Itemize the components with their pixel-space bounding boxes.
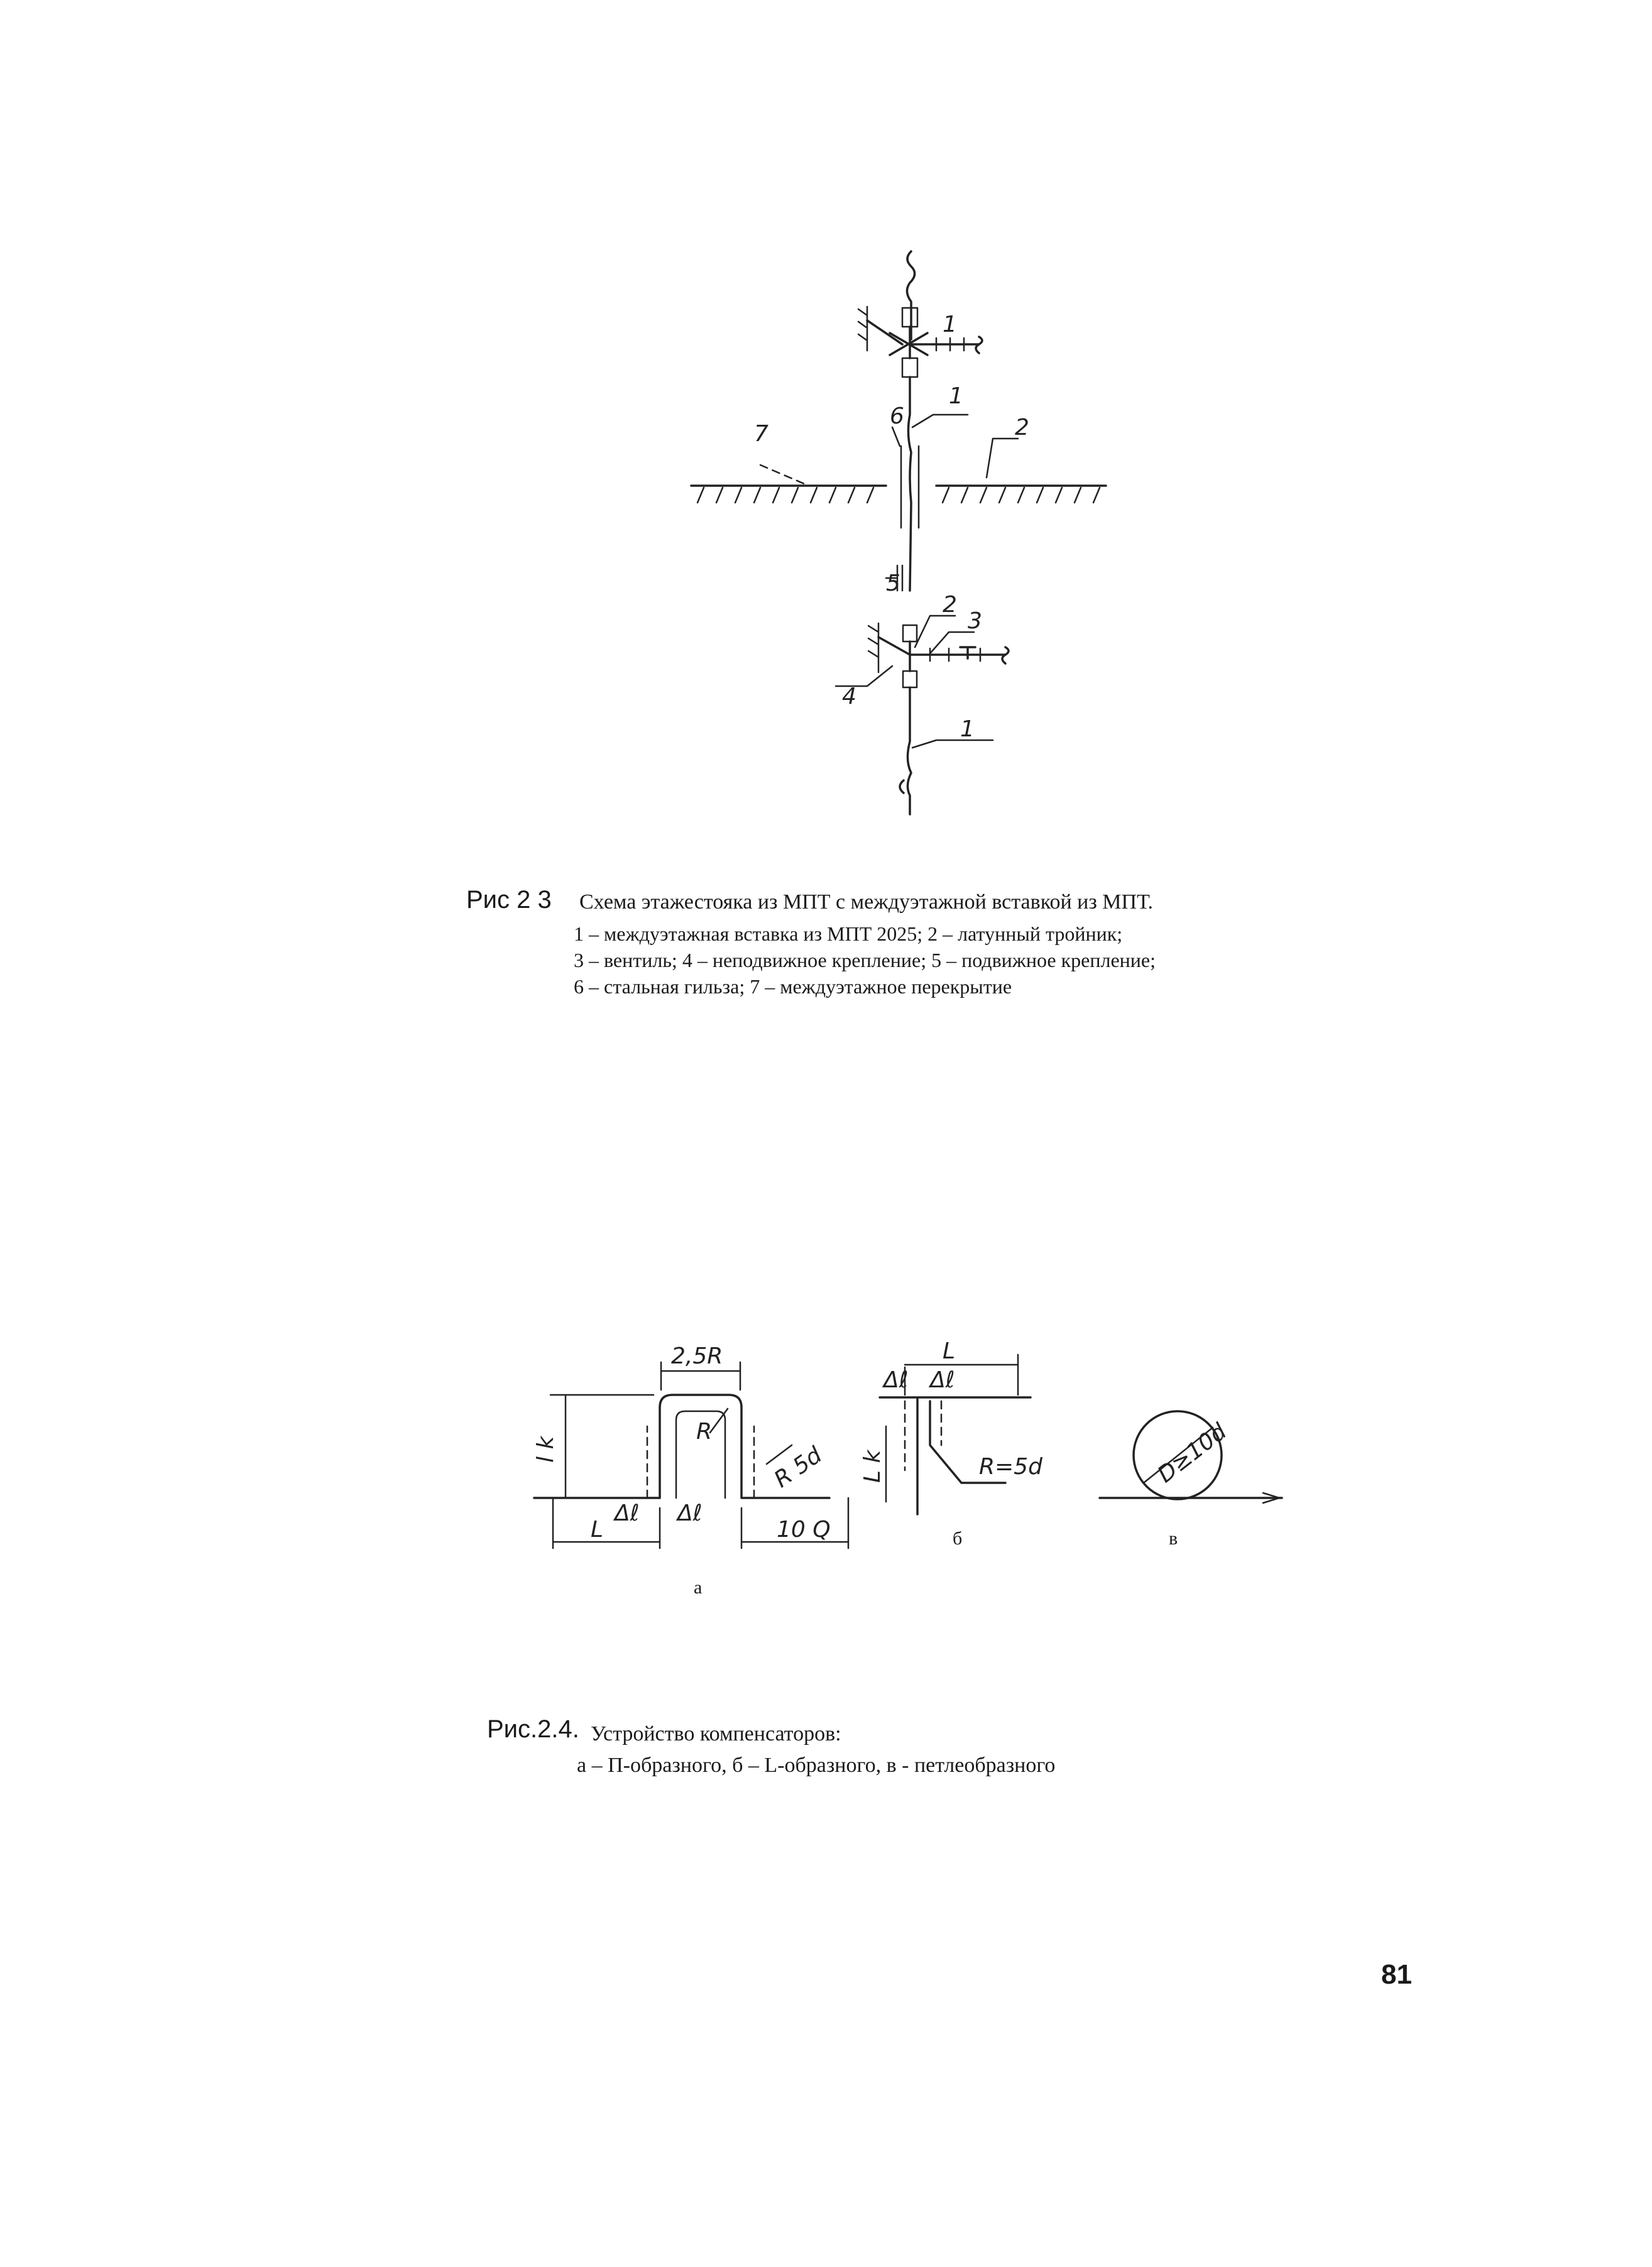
sub-label-v: в — [1169, 1528, 1178, 1549]
riser-pipe-lower — [907, 687, 911, 814]
dim-l-length: L — [943, 1338, 956, 1364]
label-1-insert: 1 — [949, 383, 963, 409]
label-1-top: 1 — [943, 312, 957, 337]
dim-height: l k — [533, 1436, 559, 1463]
dim-offset-right: Δℓ — [677, 1500, 703, 1526]
label-2-tee: 2 — [943, 592, 957, 618]
figure-2-3-title: Схема этажестояка из МПТ с междуэтажной вставкой из МПТ. — [579, 890, 1153, 914]
lower-coupling-2 — [903, 671, 917, 687]
dim-length-left: L — [591, 1517, 604, 1543]
dim-top-width: 2,5R — [671, 1343, 723, 1369]
fixed-support — [868, 623, 878, 672]
label-2-slab: 2 — [1015, 415, 1029, 440]
label-7: 7 — [754, 421, 769, 447]
valve-icon — [960, 647, 975, 658]
dim-length-right: 10 Q — [777, 1517, 831, 1543]
lower-coupling — [903, 625, 917, 642]
dim-l-offset-2: Δℓ — [930, 1367, 955, 1393]
page-number: 81 — [1381, 1959, 1412, 1990]
dim-l-height: L k — [860, 1450, 885, 1483]
compensators-drawing — [528, 1332, 1294, 1596]
dim-l-offset-1: Δℓ — [883, 1367, 909, 1393]
dim-offset-left: Δℓ — [615, 1500, 640, 1526]
dim-bend-radius: R 5d — [769, 1442, 827, 1494]
figure-2-3-line-3: 6 – стальная гильза; 7 – междуэтажное перекрытие — [574, 975, 1012, 998]
dim-loop-diameter: D≥10d — [1152, 1418, 1232, 1489]
dim-radius: R — [696, 1419, 713, 1445]
sub-label-a: а — [694, 1577, 703, 1598]
riser-scheme-drawing — [679, 239, 1144, 842]
label-3: 3 — [968, 608, 982, 634]
figure-2-3-line-1: 1 – междуэтажная вставка из МПТ 2025; 2 – латунный тройник; — [574, 922, 1123, 945]
figure-2-4-title: Устройство компенсаторов: — [591, 1722, 841, 1745]
figure-2-4-line-1: а – П-образного, б – L-образного, в - петлеобразного — [577, 1754, 1056, 1777]
label-5: 5 — [886, 571, 900, 596]
label-6: 6 — [890, 403, 904, 429]
upper-coupling-lower — [902, 358, 917, 377]
upper-coupling — [902, 308, 917, 327]
sub-label-b: б — [953, 1528, 963, 1549]
figure-2-3-label: Рис 2 3 — [466, 886, 552, 914]
dim-l-radius: R=5d — [979, 1454, 1042, 1480]
label-4: 4 — [842, 684, 856, 709]
figure-2-3-line-2: 3 – вентиль; 4 – неподвижное крепление; 5 – подвижное крепление; — [574, 949, 1156, 971]
riser-pipe-upper — [908, 377, 911, 591]
label-1-bottom: 1 — [960, 716, 975, 742]
figure-2-4-label: Рис.2.4. — [487, 1715, 579, 1743]
